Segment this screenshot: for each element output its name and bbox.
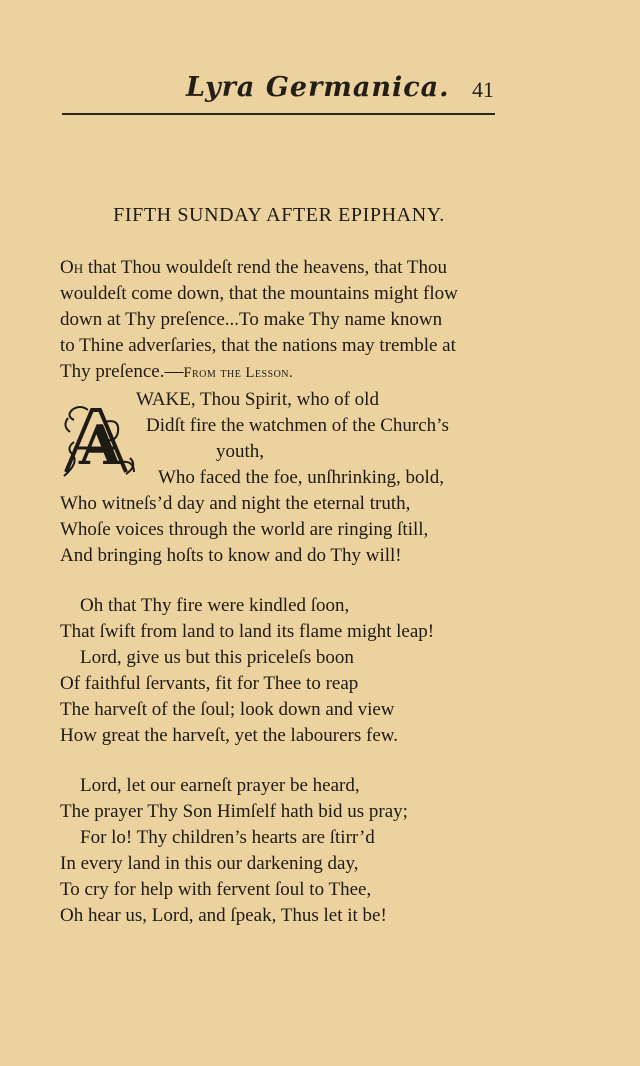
stanza-1-line-1: WAKE, Thou Spirit, who of old [136, 389, 379, 410]
stanza-2-line-1: Oh that Thy fire were kindled ſoon, [80, 595, 350, 616]
stanza-3-line-1: Lord, let our earneſt prayer be heard, [80, 775, 360, 796]
dropcap-letter: A [79, 413, 121, 477]
stanza-3-line-2: The prayer Thy Son Himſelf hath bid us pray; [60, 801, 408, 822]
stanza-3-line-6: Oh hear us, Lord, and ſpeak, Thus let it be! [60, 905, 387, 926]
stanza-1-line-3: youth, [216, 441, 265, 462]
epigraph-initial-word: Oh [60, 257, 84, 278]
stanza-3-line-5: To cry for help with fervent ſoul to Thee, [60, 879, 372, 900]
epigraph-line-2: wouldeſt come down, that the mountains might flow [60, 283, 458, 304]
epigraph-line-1-text: that Thou wouldeſt rend the heavens, that Thou [83, 257, 448, 278]
header-rule [62, 113, 495, 115]
page-number: 41 [472, 77, 494, 102]
stanza-2-line-3: Lord, give us but this priceleſs boon [80, 647, 354, 668]
stanza-2-line-4: Of faithful ſervants, fit for Thee to reap [60, 673, 359, 694]
section-heading: FIFTH SUNDAY AFTER EPIPHANY. [113, 204, 445, 226]
stanza-1-line-5: Who witneſs’d day and night the eternal truth, [60, 493, 411, 514]
epigraph-line-1 [60, 258, 447, 277]
dropcap-ornament [60, 402, 140, 480]
stanza-1-line-7: And bringing hoſts to know and do Thy will! [60, 545, 402, 566]
stanza-1-line-2: Didſt fire the watchmen of the Church’s [146, 415, 449, 436]
epigraph-line-5 [60, 362, 293, 381]
stanza-2-line-2: That ſwift from land to land its flame might leap! [60, 621, 435, 642]
stanza-3-line-3: For lo! Thy children’s hearts are ſtirr’d [80, 827, 375, 848]
stanza-2-line-5: The harveſt of the ſoul; look down and view [60, 699, 395, 720]
epigraph-line-4: to Thine adverſaries, that the nations may tremble at [60, 335, 456, 356]
stanza-1-line-4: Who faced the foe, unſhrinking, bold, [158, 467, 444, 488]
epigraph-line-3: down at Thy preſence...To make Thy name known [60, 309, 443, 330]
stanza-1-line-6: Whoſe voices through the world are ringing ſtill, [60, 519, 429, 540]
running-title: Lyra Germanica. [186, 72, 450, 103]
epigraph-source: From the Lesson. [183, 365, 294, 381]
epigraph-line-5-text: Thy preſence.— [60, 361, 184, 382]
stanza-3-line-4: In every land in this our darkening day, [60, 853, 359, 874]
stanza-2-line-6: How great the harveſt, yet the labourers few. [60, 725, 398, 746]
